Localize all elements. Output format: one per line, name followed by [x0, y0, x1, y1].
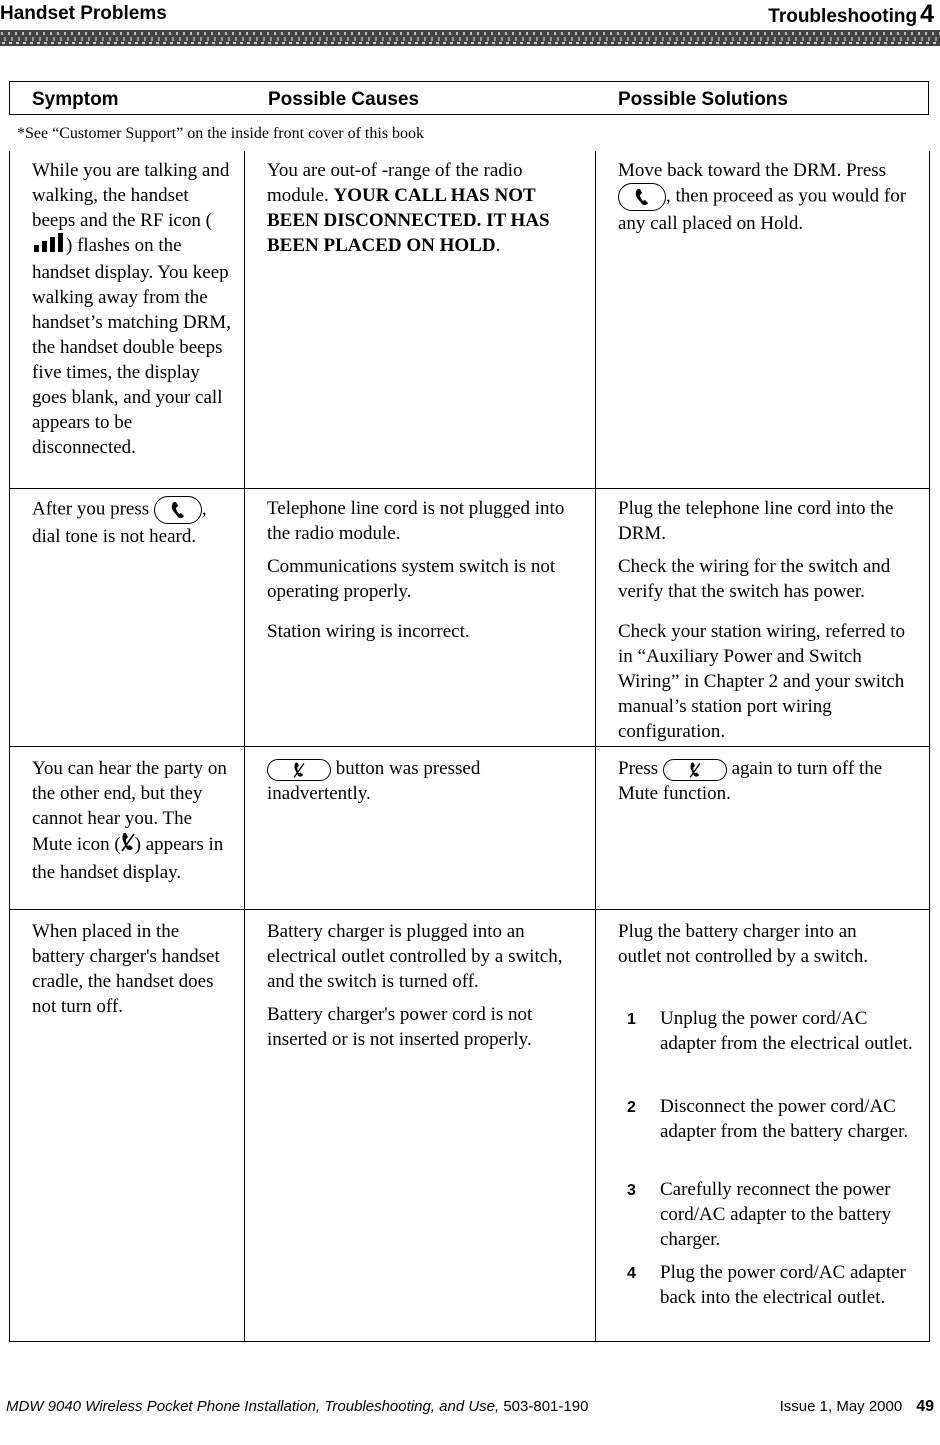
rf-signal-icon	[32, 233, 66, 260]
column-header-solutions: Possible Solutions	[618, 89, 788, 110]
table-row-1-solution: Move back toward the DRM. Press , then proceed as you would for any call placed on Hold.	[618, 160, 907, 234]
page-number: 49	[916, 1398, 934, 1415]
section-title: Handset Problems	[0, 3, 167, 24]
mute-key-icon	[663, 759, 727, 781]
table-row-2-solution-1: Plug the telephone line cord into the DRM.	[618, 498, 894, 544]
footnote: *See “Customer Support” on the inside front cover of this book	[17, 125, 425, 142]
table-row-2-cause-3: Station wiring is incorrect.	[267, 621, 470, 642]
mute-key-icon	[267, 759, 331, 781]
table-row-4-solution-intro: Plug the battery charger into an outlet not controlled by a switch.	[618, 921, 869, 967]
table-row-2-cause-2: Communications system switch is not operating properly.	[267, 556, 556, 602]
table-row-3-solution: Press again to turn off the Mute function.	[618, 758, 883, 804]
chapter-number: 4	[920, 0, 934, 28]
table-row-1-cause: You are out-of -range of the radio module. YOUR CALL HAS NOT BEEN DISCONNECTED. IT HAS BEEN PLACED ON HOLD.	[267, 160, 550, 256]
send-key-icon	[154, 496, 202, 524]
footer-issue-page	[780, 1398, 934, 1416]
column-header-symptom: Symptom	[32, 89, 119, 110]
table-border-bottom	[9, 1341, 930, 1342]
table-row-2-cause-1: Telephone line cord is not plugged into the radio module.	[267, 498, 565, 544]
table-row-4-cause-1: Battery charger is plugged into an electrical outlet controlled by a switch, and the switch is turned off.	[267, 921, 563, 992]
table-row-4-symptom: When placed in the battery charger's handset cradle, the handset does not turn off.	[32, 921, 220, 1017]
row-divider-3	[9, 909, 930, 910]
chapter-heading	[768, 0, 934, 29]
chapter-title: Troubleshooting	[768, 6, 918, 27]
mute-icon	[121, 831, 135, 860]
table-row-4-cause-2: Battery charger's power cord is not inserted or is not inserted properly.	[267, 1004, 533, 1050]
column-header-causes: Possible Causes	[268, 89, 420, 110]
column-header-row	[9, 81, 929, 115]
header-decorative-band	[0, 30, 940, 46]
table-row-3-cause: button was pressed inadvertently.	[267, 758, 481, 804]
row-divider-2	[9, 746, 930, 747]
table-row-2-solution-2: Check the wiring for the switch and verify that the switch has power.	[618, 556, 891, 602]
table-row-2-solution-3: Check your station wiring, referred to in “Auxiliary Power and Switch Wiring” in Chapter 2 and your switch manual’s station port wiring configuration.	[618, 621, 906, 742]
table-row-1-symptom: While you are talking and walking, the handset beeps and the RF icon () flashes on the handset display. You keep walking away from the handset’s matching DRM, the handset double beeps five times, the display goes blank, and your call appears to be disconnected.	[32, 160, 231, 459]
troubleshooting-table: While you are talking and walking, the handset beeps and the RF icon () flashes on the handset display. You keep walking away from the handset’s matching DRM, the handset double beeps five times, the display goes blank, and your call appears to be disconnected. You are out-of -range of the radio module. YOUR CALL HAS NOT BEEN DISCONNECTED. IT HAS BEEN PLACED ON HOLD. Move back toward the DRM. Press , then proceed as you would for any call placed on Hold. After you press , dial tone is not heard. Telephone line cord is not plugged into the radio module. Communications system switch is not operating properly. Station wiring is incorrect. Plug the telephone line cord into the DRM. Check the wiring for the switch and verify that the switch has power. Check your station wiring, referred to in “Auxiliary Power and Switch Wiring” in Chapter 2 and your switch manual’s station port wiring configuration. You can hear the party on the other end, but they cannot hear you. The Mute icon ( ) appears in the handset display. button was pressed inadvertently. Press again to turn off the Mute function. When placed in the battery charger's handset cradle, the handset does not turn off. Battery charger is plugged into an electrical outlet controlled by a switch, and the switch is turned off. Battery charger's power cord is not inserted or is not inserted properly. Plug the battery charger into an outlet not controlled by a switch. 1 Unplug the power cord/AC adapter from the electrical outlet. 2 Disconnect the power cord/AC adapter from the battery charger. 3 Carefully reconnect the power cord/AC adapter to the battery charger. 4 Plug the power cord/AC adapter back into the electrical outlet.	[9, 151, 930, 1342]
footer-document-title: MDW 9040 Wireless Pocket Phone Installation, Troubleshooting, and Use, 503-801-190	[6, 1398, 589, 1415]
send-key-icon	[618, 183, 666, 211]
footer-issue: Issue 1, May 2000	[779, 1398, 903, 1415]
table-row-3-symptom: You can hear the party on the other end, but they cannot hear you. The Mute icon ( ) appears in the handset display.	[32, 758, 227, 883]
row-divider-1	[9, 488, 930, 489]
table-row-2-symptom: After you press , dial tone is not heard.	[32, 496, 237, 549]
